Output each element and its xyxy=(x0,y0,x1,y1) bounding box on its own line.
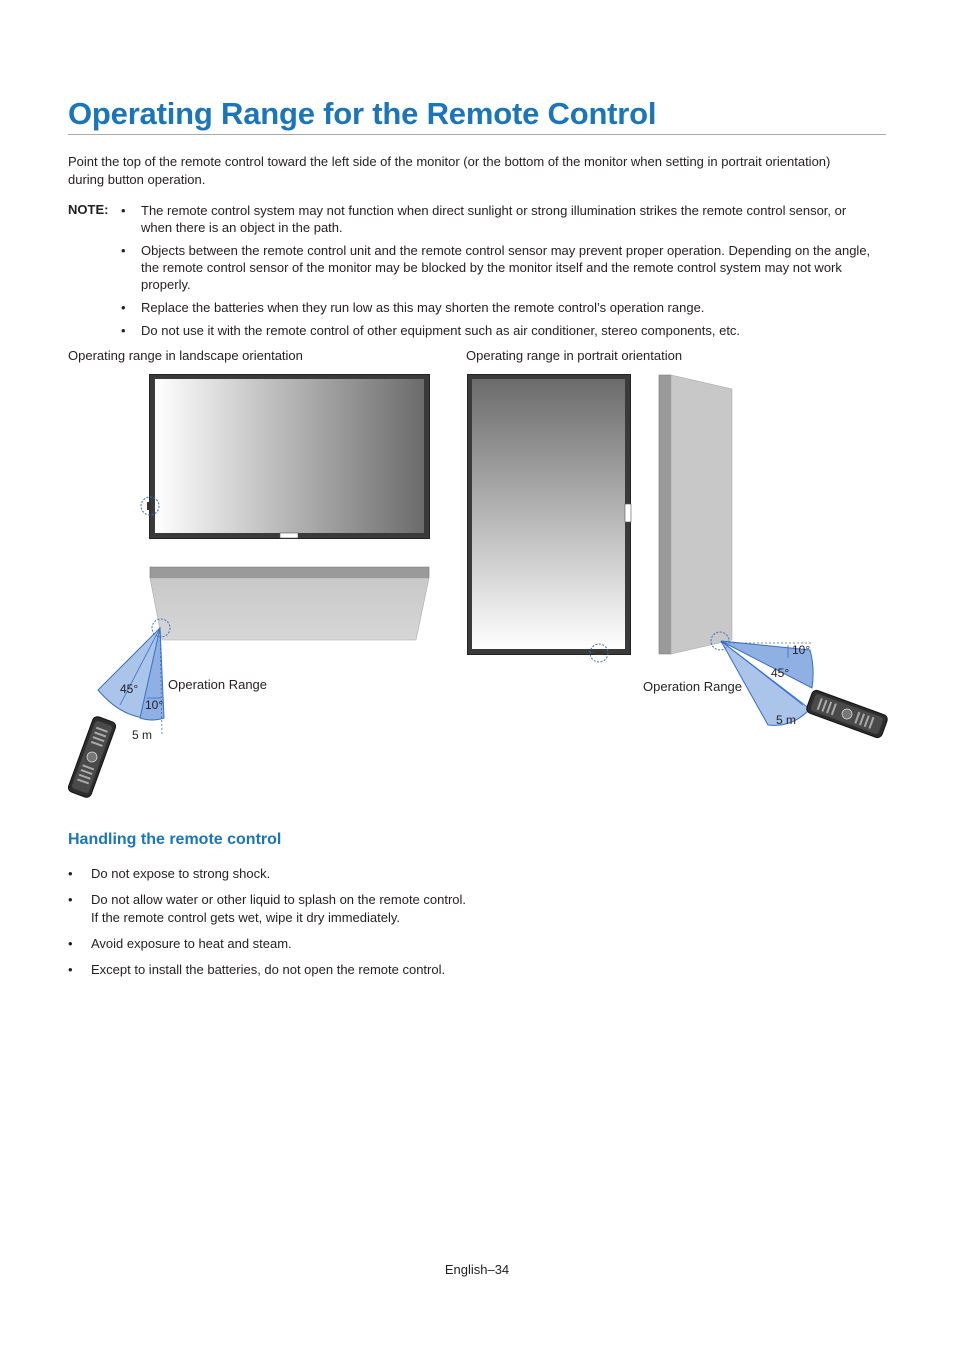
handling-item-text-line2: If the remote control gets wet, wipe it dry immediately. xyxy=(91,910,400,925)
portrait-angle-wide-label: 45° xyxy=(771,666,790,680)
handling-item-text: Do not allow water or other liquid to splash on the remote control. xyxy=(91,892,467,907)
handling-list xyxy=(68,865,668,987)
page-number: English–34 xyxy=(444,1262,510,1277)
note-item: • The remote control system may not function when direct sunlight or strong illumination strikes the remote control sensor, or when there is an object in the path. xyxy=(120,202,880,236)
landscape-angle-wide-label: 45° xyxy=(120,682,139,696)
landscape-distance-label: 5 m xyxy=(132,728,153,742)
portrait-distance-label: 5 m xyxy=(776,713,797,727)
note-label: NOTE: xyxy=(68,202,109,217)
landscape-remote xyxy=(67,715,117,798)
portrait-operation-range-label: Operation Range xyxy=(643,679,743,694)
landscape-monitor-top-view xyxy=(150,567,429,640)
page-title: Operating Range for the Remote Control xyxy=(68,96,657,131)
handling-item: • Except to install the batteries, do not open the remote control. xyxy=(68,961,668,979)
landscape-monitor xyxy=(141,375,430,539)
portrait-monitor xyxy=(468,375,632,663)
handling-item xyxy=(68,891,668,927)
landscape-range-cone xyxy=(98,619,170,735)
intro-paragraph: Point the top of the remote control toward the left side of the monitor (or the bottom of the monitor when setting in portrait orientation) during button operation. xyxy=(68,154,831,187)
portrait-monitor-side-view xyxy=(659,375,732,654)
handling-heading: Handling the remote control xyxy=(68,831,282,848)
portrait-angle-narrow-label: 10° xyxy=(792,643,811,657)
note-item: • Replace the batteries when they run low as this may shorten the remote control’s operation range. xyxy=(120,299,880,316)
note-item: • Objects between the remote control unit and the remote control sensor may prevent proper operation. Depending on the angle, the remote control sensor of the monitor may be blocked by the monitor itself and the remote control system may not work properly. xyxy=(120,242,880,293)
landscape-angle-narrow-label: 10° xyxy=(145,698,164,712)
portrait-caption: Operating range in portrait orientation xyxy=(466,348,683,363)
handling-item: • Avoid exposure to heat and steam. xyxy=(68,935,668,953)
portrait-remote xyxy=(805,689,888,739)
landscape-caption: Operating range in landscape orientation xyxy=(68,348,303,363)
handling-item: • Do not expose to strong shock. xyxy=(68,865,668,883)
landscape-operation-range-label: Operation Range xyxy=(168,677,268,692)
note-item: • Do not use it with the remote control of other equipment such as air conditioner, stereo components, etc. xyxy=(120,322,880,339)
